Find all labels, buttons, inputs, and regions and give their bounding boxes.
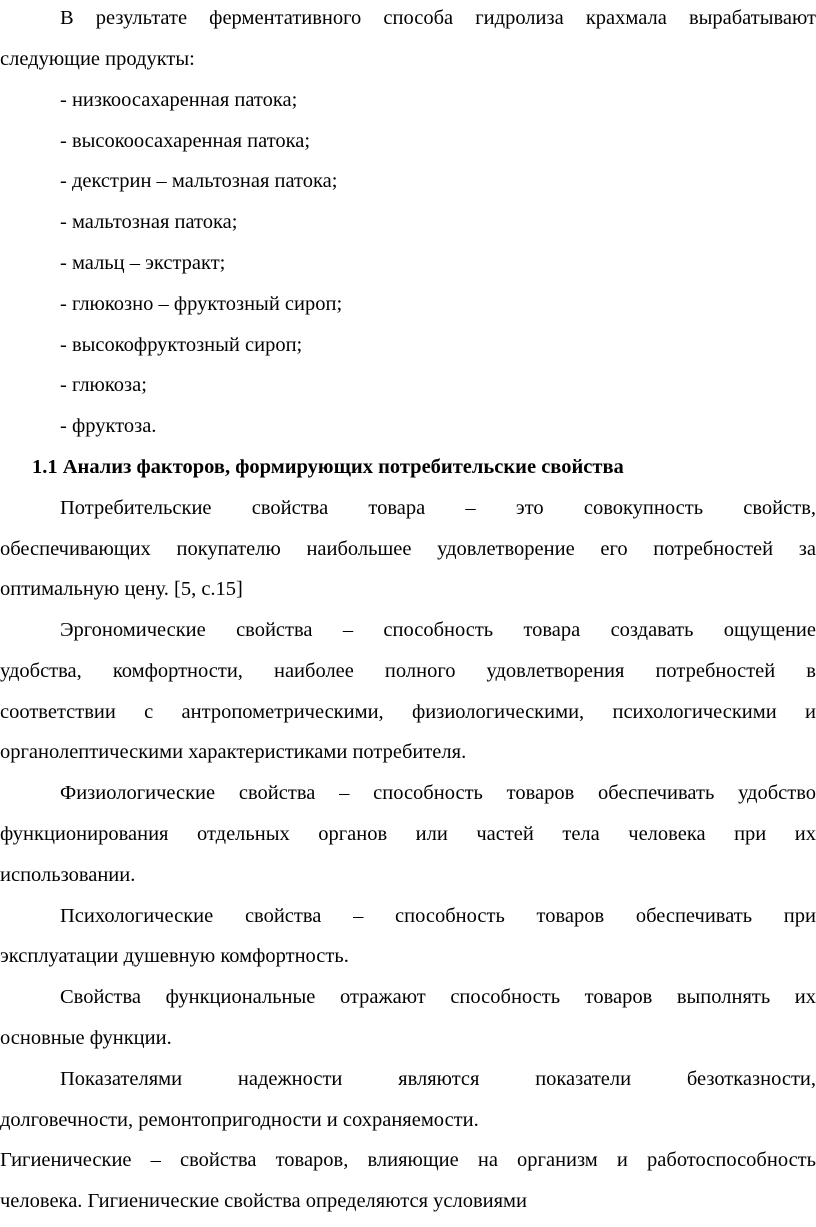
text-line: Потребительские свойства товара – это совокупность свойств, xyxy=(60,497,816,519)
list-item: - декстрин – мальтозная патока; xyxy=(60,170,338,192)
list-item: - низкоосахаренная патока; xyxy=(60,89,298,111)
list-item: - высокофруктозный сироп; xyxy=(60,334,303,356)
section-heading: 1.1 Анализ факторов, формирующих потребительские свойства xyxy=(32,456,624,478)
text-line: функционирования отдельных органов или частей тела человека при их xyxy=(0,823,816,845)
text-line: соответствии с антропометрическими, физиологическими, психологическими и xyxy=(0,701,816,723)
list-item: - мальтозная патока; xyxy=(60,211,238,233)
text-line: следующие продукты: xyxy=(0,48,195,70)
text-line: Физиологические свойства – способность товаров обеспечивать удобство xyxy=(60,782,816,804)
text-line: В результате ферментативного способа гидролиза крахмала вырабатывают xyxy=(60,7,816,29)
text-line: человека. Гигиенические свойства определяются условиями xyxy=(0,1190,527,1212)
text-line: удобства, комфортности, наиболее полного удовлетворения потребностей в xyxy=(0,660,816,682)
text-line: эксплуатации душевную комфортность. xyxy=(0,945,349,967)
text-line: Гигиенические – свойства товаров, влияющие на организм и работоспособность xyxy=(0,1149,816,1171)
list-item: - глюкоза; xyxy=(60,374,147,396)
list-item: - мальц – экстракт; xyxy=(60,252,226,274)
text-line: долговечности, ремонтопригодности и сохраняемости. xyxy=(0,1109,479,1131)
text-line: использовании. xyxy=(0,864,136,886)
list-item: - высокоосахаренная патока; xyxy=(60,130,311,152)
text-line: Эргономические свойства – способность товара создавать ощущение xyxy=(60,619,816,641)
text-line: Психологические свойства – способность товаров обеспечивать при xyxy=(60,905,816,927)
text-line: органолептическими характеристиками потребителя. xyxy=(0,741,467,763)
text-line: Свойства функциональные отражают способность товаров выполнять их xyxy=(60,986,816,1008)
text-line: обеспечивающих покупателю наибольшее удовлетворение его потребностей за xyxy=(0,538,816,560)
list-item: - глюкозно – фруктозный сироп; xyxy=(60,293,343,315)
text-line: оптимальную цену. [5, с.15] xyxy=(0,578,243,600)
text-line: Показателями надежности являются показатели безотказности, xyxy=(60,1068,816,1090)
text-line: основные функции. xyxy=(0,1027,172,1049)
list-item: - фруктоза. xyxy=(60,415,157,437)
